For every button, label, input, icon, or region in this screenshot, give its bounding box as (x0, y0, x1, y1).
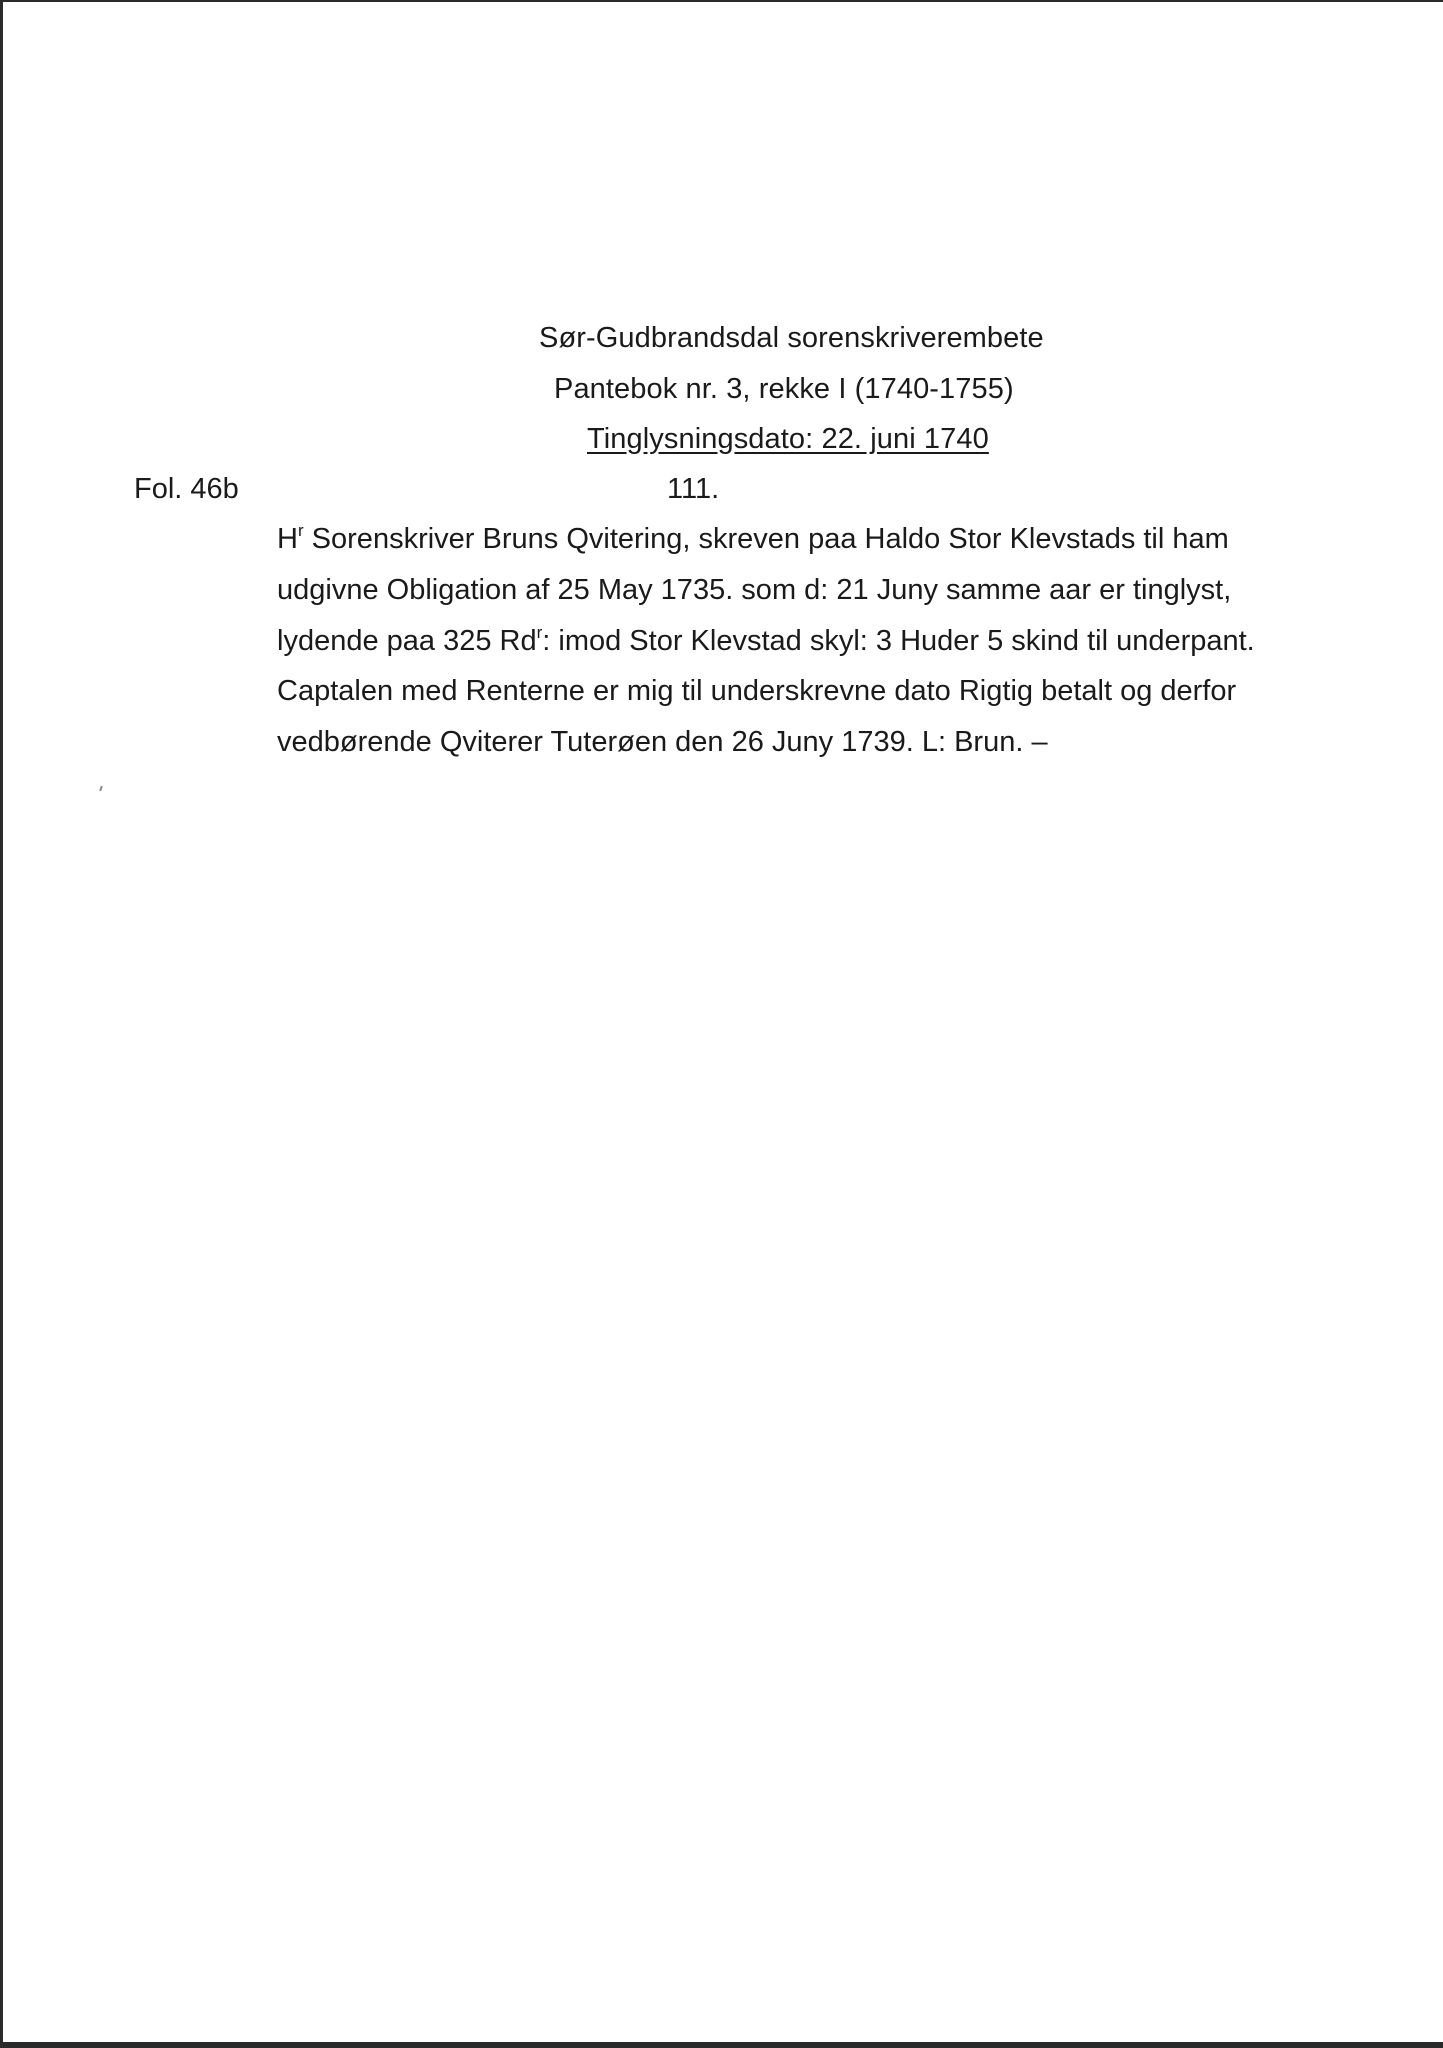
body-line-3-b: : imod Stor Klevstad skyl: 3 Huder 5 skind til underpant. (542, 625, 1255, 657)
registration-date-heading: Tinglysningsdato: 22. juni 1740 (587, 423, 989, 455)
scan-speck (99, 786, 103, 791)
body-line-1 (277, 523, 1229, 556)
body-line-2: udgivne Obligation af 25 May 1735. som d: 21 Juny samme aar er tinglyst, (277, 574, 1232, 606)
body-line-1-sup: r (297, 521, 304, 540)
scan-border-bottom (0, 2042, 1443, 2048)
office-heading: Sør-Gudbrandsdal sorenskriverembete (539, 322, 1044, 354)
folio-label: Fol. 46b (134, 473, 239, 505)
body-line-3-sup: r (536, 623, 543, 642)
body-line-1-b: Sorenskriver Bruns Qvitering, skreven paa Haldo Stor Klevstads til ham (303, 523, 1229, 555)
body-line-5: vedbørende Qviterer Tuterøen den 26 Juny 1739. L: Brun. – (277, 726, 1048, 758)
scan-border-left (0, 0, 3, 2048)
body-line-1-a: H (277, 523, 298, 555)
entry-number: 111. (667, 473, 720, 505)
body-line-3-a: lydende paa 325 Rd (277, 625, 537, 657)
body-line-4: Captalen med Renterne er mig til underskrevne dato Rigtig betalt og derfor (277, 675, 1237, 707)
scan-border-top (0, 0, 1443, 2)
body-line-3 (277, 625, 1255, 658)
book-heading: Pantebok nr. 3, rekke I (1740-1755) (554, 373, 1014, 405)
